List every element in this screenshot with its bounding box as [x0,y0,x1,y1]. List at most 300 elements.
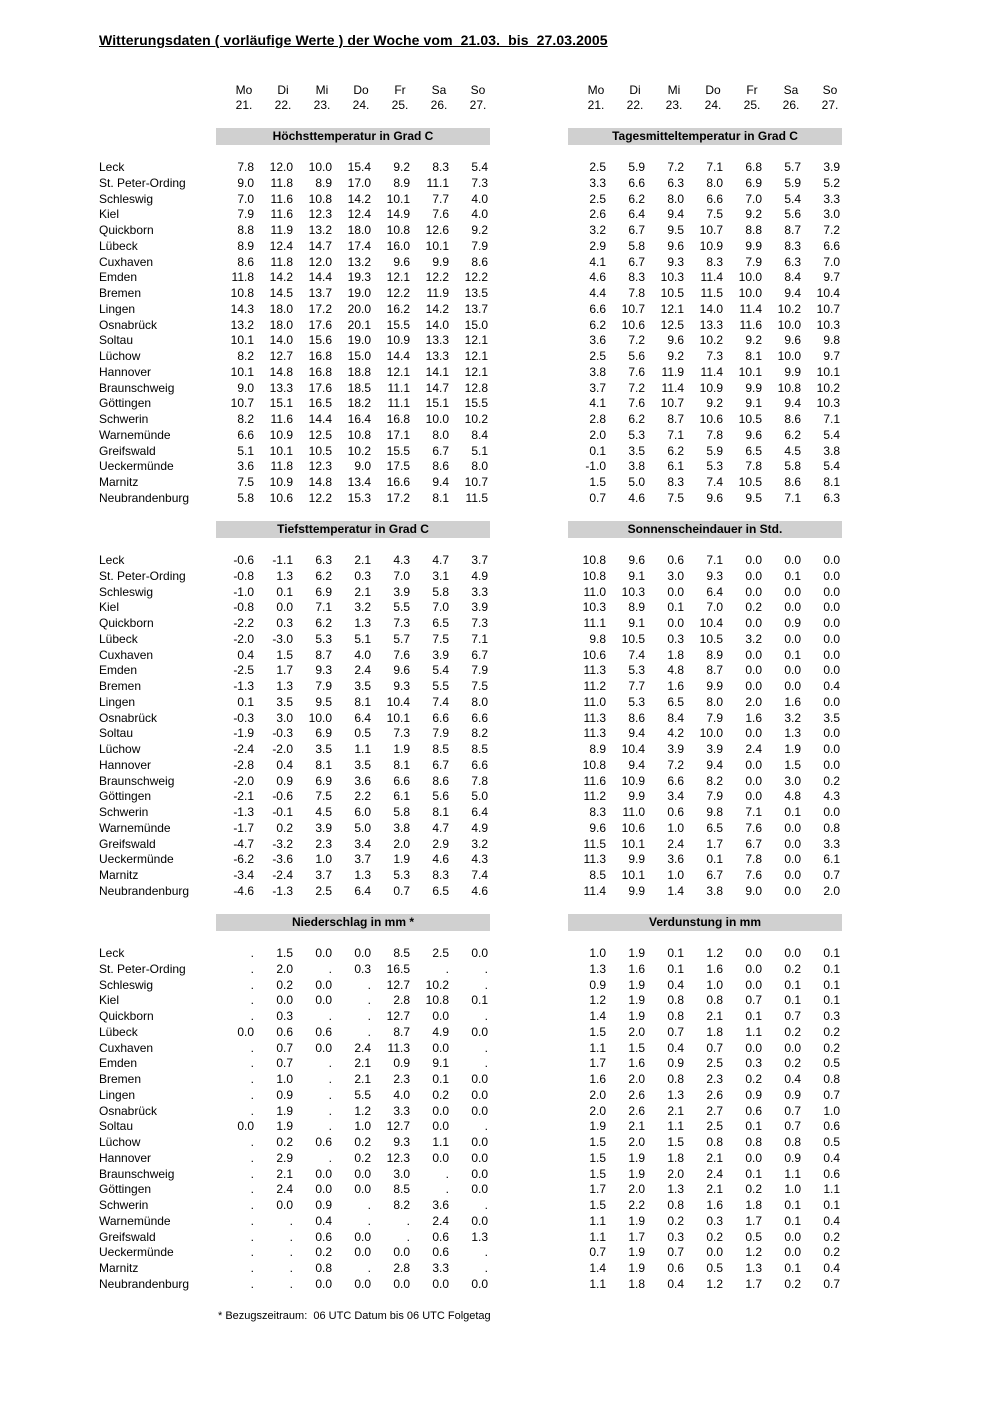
table-cell: 0.4 [667,1040,684,1055]
station-name: Ueckermünde [99,459,174,474]
table-cell: 1.9 [628,946,645,960]
table-cell: 0.2 [784,1056,801,1071]
table-cell: 15.1 [269,396,293,411]
table-cell: 2.1 [354,1072,371,1086]
table-cell: 0.0 [432,1119,449,1134]
table-cell: 11.4 [700,270,723,285]
station-name: Schwerin [99,412,149,426]
table-cell: 0.6 [823,1166,840,1181]
table-cell: 6.3 [667,175,684,190]
table-cell: 9.0 [237,175,254,190]
table-cell: 0.0 [354,1182,371,1197]
station-name: Braunschweig [99,380,175,395]
table-cell: 0.2 [784,961,801,976]
table-cell: 0.8 [823,820,840,835]
table-cell: 7.1 [471,631,488,646]
table-cell: 9.8 [823,333,840,348]
table-cell: 0.9 [784,1150,801,1165]
day-header-so [458,83,498,113]
table-cell: 0.4 [823,1150,840,1165]
table-cell: 15.5 [386,317,410,332]
table-cell: 12.2 [308,490,332,505]
station-name: Warnemünde [99,427,171,442]
table-cell: 0.2 [706,1229,723,1244]
table-cell: 1.0 [784,1182,801,1197]
table-cell: 8.0 [471,694,488,709]
band-mean-temp: Tagesmitteltemperatur in Grad C [568,128,842,145]
table-cell: 10.1 [621,836,645,851]
table-cell: 1.7 [589,1056,606,1071]
table-cell: . [406,1213,410,1228]
table-cell: -4.7 [233,836,254,851]
table-cell: 8.7 [393,1024,410,1039]
table-cell: 1.3 [276,568,293,583]
table-cell: 8.1 [315,757,332,772]
station-name: Lingen [99,694,136,709]
table-cell: . [250,1072,254,1086]
table-cell: 8.1 [432,805,449,819]
table-cell: 14.8 [308,475,332,489]
table-cell: 10.9 [699,238,723,253]
table-cell: . [250,1276,254,1291]
station-name: Greifswald [99,443,156,458]
table-cell: 14.3 [230,301,254,316]
table-cell: 16.5 [386,961,410,976]
table-cell: 0.1 [667,961,684,976]
day-header-fr [380,83,420,113]
table-cell: 9.2 [745,333,762,348]
table-cell: 0.0 [745,663,762,678]
station-name: Leck [99,553,125,567]
table-cell: 1.7 [628,1229,645,1244]
table-cell: 12.1 [386,270,410,285]
day-date: 22. [626,98,644,112]
table-cell: . [328,1150,332,1165]
table-cell: 2.7 [706,1103,723,1118]
table-cell: -2.4 [272,868,293,882]
table-cell: 0.2 [823,1245,840,1260]
day-name: Mo [587,83,605,97]
table-cell: 1.1 [589,1040,606,1055]
table-cell: 1.2 [745,1245,762,1260]
table-cell: -3.4 [233,868,254,882]
table-cell: 3.6 [432,1198,449,1212]
table-cell: 8.9 [628,600,645,615]
table-cell: 10.9 [269,427,293,442]
table-cell: 10.4 [621,742,645,756]
table-cell: 6.6 [471,710,488,725]
table-cell: 14.0 [269,333,293,348]
table-cell: 8.4 [667,710,684,725]
station-name: Leck [99,160,125,174]
table-cell: 0.1 [784,977,801,992]
table-cell: 0.2 [315,1245,332,1260]
table-cell: 0.0 [315,1166,332,1181]
table-cell: 3.6 [237,459,254,474]
table-cell: 3.5 [628,443,645,458]
table-cell: 2.1 [354,1056,371,1071]
table-cell: 1.9 [628,1213,645,1228]
table-cell: 7.1 [823,412,840,426]
table-cell: 16.5 [308,396,332,411]
day-header-fr [732,83,772,113]
table-cell: 0.5 [706,1261,723,1275]
table-cell: 11.1 [387,396,410,411]
table-cell: 10.8 [347,427,371,442]
table-cell: 0.9 [276,1087,293,1102]
table-cell: 4.1 [589,254,606,269]
table-cell: . [484,1245,488,1260]
table-cell: 0.0 [315,1182,332,1197]
table-cell: 9.4 [432,475,449,489]
table-cell: 10.6 [621,317,645,332]
table-cell: 12.2 [425,270,449,285]
table-cell: 3.9 [432,647,449,662]
table-cell: 3.7 [315,868,332,882]
table-cell: 0.0 [784,679,801,693]
table-cell: 5.4 [823,427,840,442]
table-cell: -1.3 [233,679,254,693]
table-cell: . [289,1261,293,1275]
table-cell: . [367,1261,371,1275]
table-cell: 6.6 [393,773,410,788]
table-cell: 0.0 [315,946,332,960]
table-cell: 6.7 [432,443,449,458]
table-cell: 8.5 [589,868,606,882]
table-cell: 1.3 [589,961,606,976]
table-cell: 13.7 [308,286,332,300]
table-cell: 0.7 [823,868,840,882]
table-cell: 9.9 [628,883,645,898]
table-cell: 6.6 [471,757,488,772]
station-list-3 [99,946,189,1293]
table-cell: 1.3 [276,679,293,693]
table-cell: 0.0 [315,993,332,1008]
table-cell: 6.9 [315,726,332,741]
table-cell: 4.5 [315,805,332,819]
table-cell: 10.5 [699,631,723,646]
table-cell: 11.3 [583,852,606,867]
table-cell: 0.2 [823,1040,840,1055]
table-cell: 0.0 [823,805,840,819]
station-name: Marnitz [99,1261,139,1275]
table-cell: 0.6 [432,1229,449,1244]
table-cell: 9.9 [628,789,645,804]
table-cell: 3.2 [354,600,371,615]
station-name: Greifswald [99,836,156,851]
table-cell: 2.1 [706,1009,723,1023]
table-cell: 7.6 [628,364,645,379]
table-cell: 10.7 [660,396,684,411]
table-cell: . [250,977,254,992]
table-cell: 3.3 [471,584,488,599]
table-cell: 0.4 [823,679,840,693]
table-cell: 2.1 [354,553,371,567]
table-cell: -2.0 [233,773,254,788]
table-cell: 4.7 [432,820,449,835]
table-cell: 8.2 [393,1198,410,1212]
table-cell: 0.0 [354,946,371,960]
table-cell: 6.7 [706,868,723,882]
station-name: Marnitz [99,475,139,489]
day-name: Sa [783,83,799,97]
table-cell: 0.2 [354,1150,371,1165]
table-cell: 1.3 [667,1182,684,1197]
station-name: Kiel [99,993,120,1008]
table-cell: . [289,1245,293,1260]
day-header-sa [419,83,459,113]
table-cell: 14.0 [699,301,723,316]
table-cell: 15.5 [464,396,488,411]
table-cell: 9.4 [784,396,801,411]
table-cell: 0.8 [315,1261,332,1275]
table-cell: 7.8 [471,773,488,788]
table-cell: 0.0 [823,742,840,756]
table-cell: 5.4 [471,160,488,174]
table-cell: 11.6 [270,412,293,426]
table-cell: 8.7 [706,663,723,678]
table-cell: . [484,1119,488,1134]
table-cell: 5.6 [628,349,645,363]
table-cell: -6.2 [233,852,254,867]
station-name: Schleswig [99,977,154,992]
table-cell: 9.6 [628,553,645,567]
table-cell: 2.0 [628,1024,645,1039]
table-cell: 18.0 [269,317,293,332]
table-cell: 11.8 [231,270,254,285]
table-cell: 1.7 [589,1182,606,1197]
table-cell: 11.9 [426,286,449,300]
table-cell: 6.6 [706,191,723,206]
table-cell: 8.2 [471,726,488,741]
table-cell: 11.3 [583,663,606,678]
table-cell: 10.8 [777,380,801,395]
table-cell: 0.0 [354,1245,371,1260]
table-cell: 2.1 [706,1150,723,1165]
table-cell: 19.0 [347,333,371,348]
table-cell: 3.9 [823,160,840,174]
table-cell: 9.8 [706,805,723,819]
table-cell: 1.6 [706,961,723,976]
table-cell: 12.0 [308,254,332,269]
table-cell: 0.1 [823,961,840,976]
table-cell: 10.5 [660,286,684,300]
table-cell: 8.3 [706,254,723,269]
day-date: 24. [704,98,722,112]
table-cell: 1.0 [354,1119,371,1134]
table-cell: 2.9 [276,1150,293,1165]
table-cell: 12.3 [308,459,332,474]
table-cell: 3.8 [823,443,840,458]
table-cell: 10.7 [230,396,254,411]
table-cell: 1.9 [393,852,410,867]
table-cell: . [250,1245,254,1260]
day-header-mo [224,83,264,113]
table-cell: 7.4 [432,694,449,709]
table-cell: 11.2 [583,789,606,804]
table-cell: 8.1 [432,490,449,505]
table-cell: 10.0 [425,412,449,426]
table-cell: 1.2 [589,993,606,1008]
table-cell: 4.9 [471,568,488,583]
table-cell: 9.6 [589,820,606,835]
table-cell: 1.5 [589,1198,606,1212]
table-cell: 10.1 [386,191,410,206]
table-cell: 15.1 [425,396,449,411]
table-cell: 9.2 [471,223,488,237]
table-cell: . [484,1056,488,1071]
table-cell: -0.8 [233,568,254,583]
table-cell: 1.9 [393,742,410,756]
table-cell: 10.8 [582,568,606,583]
table-cell: 0.1 [276,584,293,599]
table-cell: 0.5 [745,1229,762,1244]
table-cell: 11.9 [270,223,293,237]
table-cell: 0.0 [471,1166,488,1181]
table-cell: 8.1 [745,349,762,363]
table-cell: 0.0 [471,1087,488,1102]
table-cell: 0.1 [784,1261,801,1275]
station-name: Lingen [99,301,136,316]
table-cell: 12.4 [269,238,293,253]
table-cell: 9.5 [667,223,684,237]
table-cell: 2.6 [628,1103,645,1118]
table-cell: 4.2 [667,726,684,741]
table-cell: 2.0 [823,883,840,898]
table-cell: 1.3 [471,1229,488,1244]
station-name: Osnabrück [99,317,158,332]
table-cell: 8.6 [784,475,801,489]
table-cell: 7.1 [315,600,332,615]
day-date: 26. [430,98,448,112]
table-cell: 0.0 [471,1276,488,1291]
table-cell: 0.0 [745,679,762,693]
table-cell: 6.0 [354,805,371,819]
table-cell: 11.4 [661,380,684,395]
table-cell: 9.9 [706,679,723,693]
table-cell: 2.9 [589,238,606,253]
table-cell: 9.4 [628,757,645,772]
table-cell: . [367,977,371,992]
table-cell: -1.1 [272,553,293,567]
table-cell: 1.0 [823,1103,840,1118]
table-cell: 2.8 [393,1261,410,1275]
station-name: Braunschweig [99,773,175,788]
table-cell: 0.3 [276,1009,293,1023]
band-max-temp: Höchsttemperatur in Grad C [216,128,490,145]
table-cell: 0.0 [237,1024,254,1039]
station-name: Emden [99,663,138,678]
table-cell: 8.3 [628,270,645,285]
table-cell: 2.8 [393,993,410,1008]
table-cell: . [250,961,254,976]
table-cell: 2.0 [628,1135,645,1149]
table-cell: 9.1 [745,396,762,411]
table-cell: 10.7 [464,475,488,489]
table-cell: 0.6 [315,1024,332,1039]
table-cell: 3.6 [354,773,371,788]
table-cell: 0.7 [823,1087,840,1102]
table-cell: 0.8 [823,1072,840,1086]
table-cell: 6.6 [589,301,606,316]
table-cell: 11.6 [270,191,293,206]
table-cell: 10.6 [269,490,293,505]
table-cell: 2.1 [354,584,371,599]
table-cell: 5.5 [354,1087,371,1102]
day-name: Fr [746,83,758,97]
table-cell: 0.9 [393,1056,410,1071]
table-cell: 10.8 [582,757,606,772]
table-cell: 1.6 [589,1072,606,1086]
table-cell: . [484,1198,488,1212]
table-cell: 12.5 [308,427,332,442]
station-name: Hannover [99,757,152,772]
table-cell: 0.0 [432,1040,449,1055]
day-header-mi [302,83,342,113]
table-cell: 5.3 [315,631,332,646]
table-cell: 6.1 [667,459,684,474]
table-cell: 1.1 [589,1229,606,1244]
station-name: Schleswig [99,191,154,206]
table-cell: 6.2 [784,427,801,442]
table-cell: 5.7 [393,631,410,646]
table-cell: 12.6 [425,223,449,237]
table-cell: . [328,1009,332,1023]
table-cell: 12.3 [386,1150,410,1165]
table-cell: 7.3 [471,616,488,630]
table-cell: 10.9 [621,773,645,788]
table-cell: 1.5 [667,1135,684,1149]
table-cell: 11.9 [661,364,684,379]
table-cell: 0.8 [784,1135,801,1149]
table-cell: 7.9 [745,254,762,269]
table-cell: 7.0 [432,600,449,615]
table-cell: 1.6 [628,1056,645,1071]
table-cell: 2.5 [706,1119,723,1134]
table-cell: 0.2 [784,1276,801,1291]
table-cell: 2.8 [589,412,606,426]
table-cell: 2.4 [276,1182,293,1197]
table-cell: . [250,1009,254,1023]
table-cell: 10.6 [621,820,645,835]
table-cell: 3.3 [823,836,840,851]
table-cell: 10.0 [308,710,332,725]
day-date: 26. [782,98,800,112]
table-cell: 0.6 [667,805,684,819]
table-cell: 1.9 [276,1103,293,1118]
table-cell: 8.9 [589,742,606,756]
table-cell: 12.2 [464,270,488,285]
table-cell: 3.5 [354,757,371,772]
table-cell: -1.0 [585,459,606,474]
table-cell: 5.5 [432,679,449,693]
table-cell: 0.0 [784,852,801,867]
table-cell: 0.2 [823,773,840,788]
table-cell: . [250,1182,254,1197]
table-cell: 0.8 [667,993,684,1008]
table-cell: 2.0 [589,427,606,442]
table-cell: 8.6 [628,710,645,725]
table-cell: 15.0 [464,317,488,332]
table-cell: 7.3 [393,726,410,741]
table-cell: 4.6 [628,490,645,505]
table-cell: 9.3 [667,254,684,269]
table-cell: 5.8 [432,584,449,599]
table-cell: 0.7 [784,1103,801,1118]
table-cell: 10.7 [699,223,723,237]
table-cell: 9.3 [393,679,410,693]
table-cell: 13.5 [464,286,488,300]
